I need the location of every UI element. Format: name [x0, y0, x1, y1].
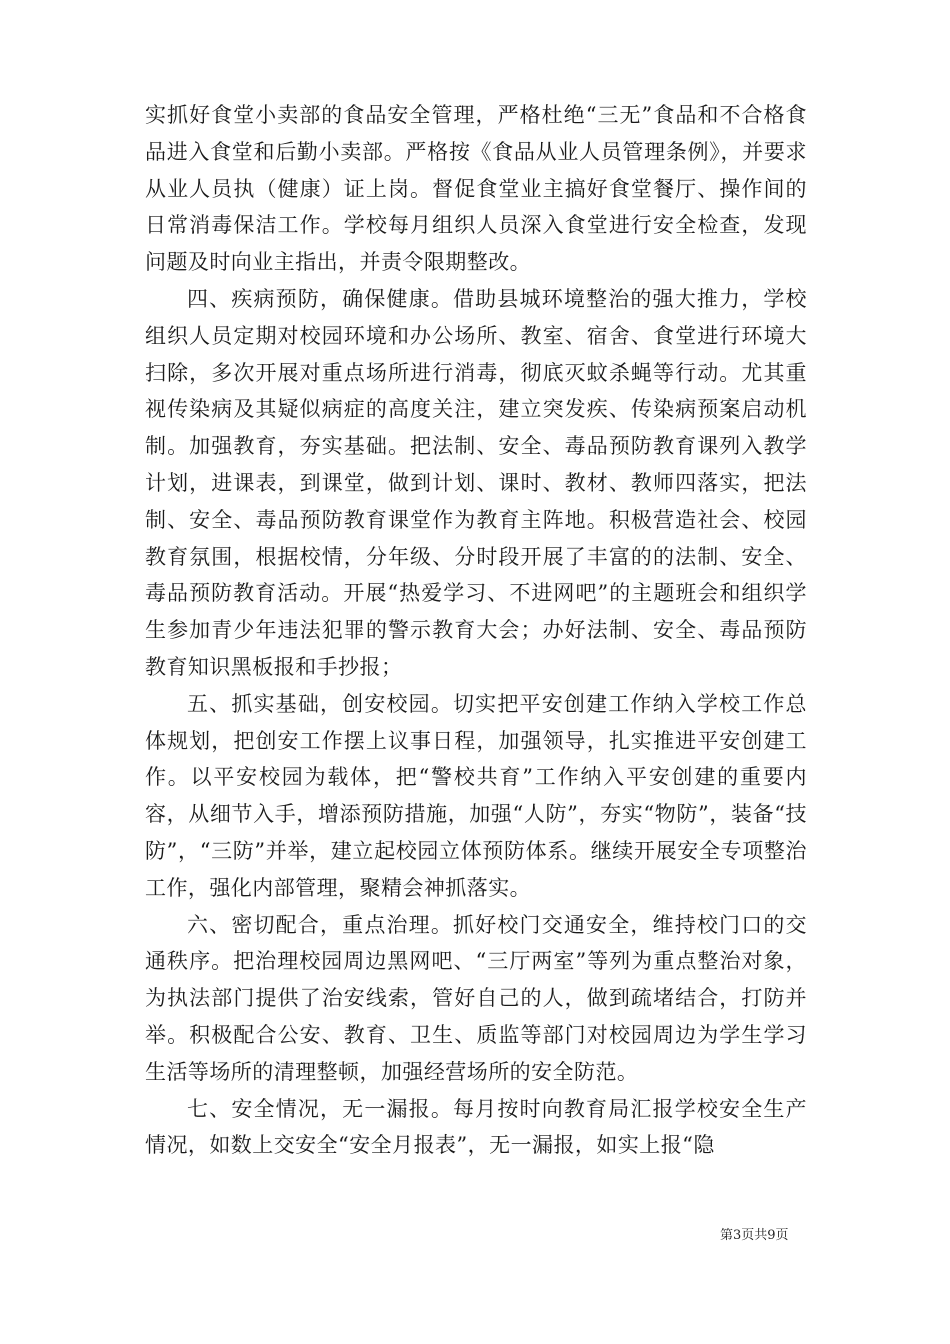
- paragraph-safety-reporting: 七、安全情况，无一漏报。每月按时向教育局汇报学校安全生产情况，如数上交安全“安全月报表”，无一漏报，如实上报“隐: [145, 1096, 807, 1158]
- paragraph-disease-prevention: 四、疾病预防，确保健康。借助县城环境整治的强大推力，学校组织人员定期对校园环境和办公场所、教室、宿舍、食堂进行环境大扫除，多次开展对重点场所进行消毒，彻底灭蚊杀蝇等行动。尤其重视传染病及其疑似病症的高度关注，建立突发疾、传染病预案启动机制。加强教育，夯实基础。把法制、安全、毒品预防教育课列入教学计划，进课表，到课堂，做到计划、课时、教材、教师四落实，把法制、安全、毒品预防教育课堂作为教育主阵地。积极营造社会、校园教育氛围，根据校情，分年级、分时段开展了丰富的的法制、安全、毒品预防教育活动。开展“热爱学习、不进网吧”的主题班会和组织学生参加青少年违法犯罪的警示教育大会；办好法制、安全、毒品预防教育知识黑板报和手抄报；: [145, 286, 807, 679]
- paragraph-food-safety-continued: 实抓好食堂小卖部的食品安全管理，严格杜绝“三无”食品和不合格食品进入食堂和后勤小卖部。严格按《食品从业人员管理条例》，并要求从业人员执（健康）证上岗。督促食堂业主搞好食堂餐厅、操作间的日常消毒保洁工作。学校每月组织人员深入食堂进行安全检查，发现问题及时向业主指出，并责令限期整改。: [145, 103, 807, 275]
- document-body: [145, 97, 807, 1164]
- page-number: 第3页共9页: [720, 1228, 789, 1243]
- paragraph-safe-campus: 五、抓实基础，创安校园。切实把平安创建工作纳入学校工作总体规划，把创安工作摆上议事日程，加强领导，扎实推进平安创建工作。以平安校园为载体，把“警校共育”工作纳入平安创建的重要内容，从细节入手，增添预防措施，加强“人防”，夯实“物防”，装备“技防”，“三防”并举，建立起校园立体预防体系。继续开展安全专项整治工作，强化内部管理，聚精会神抓落实。: [145, 691, 807, 900]
- paragraph-key-governance: 六、密切配合，重点治理。抓好校门交通安全，维持校门口的交通秩序。把治理校园周边黑网吧、“三厅两室”等列为重点整治对象，为执法部门提供了治安线索，管好自己的人，做到疏堵结合，打防并举。积极配合公安、教育、卫生、质监等部门对校园周边为学生学习生活等场所的清理整顿，加强经营场所的安全防范。: [145, 912, 807, 1084]
